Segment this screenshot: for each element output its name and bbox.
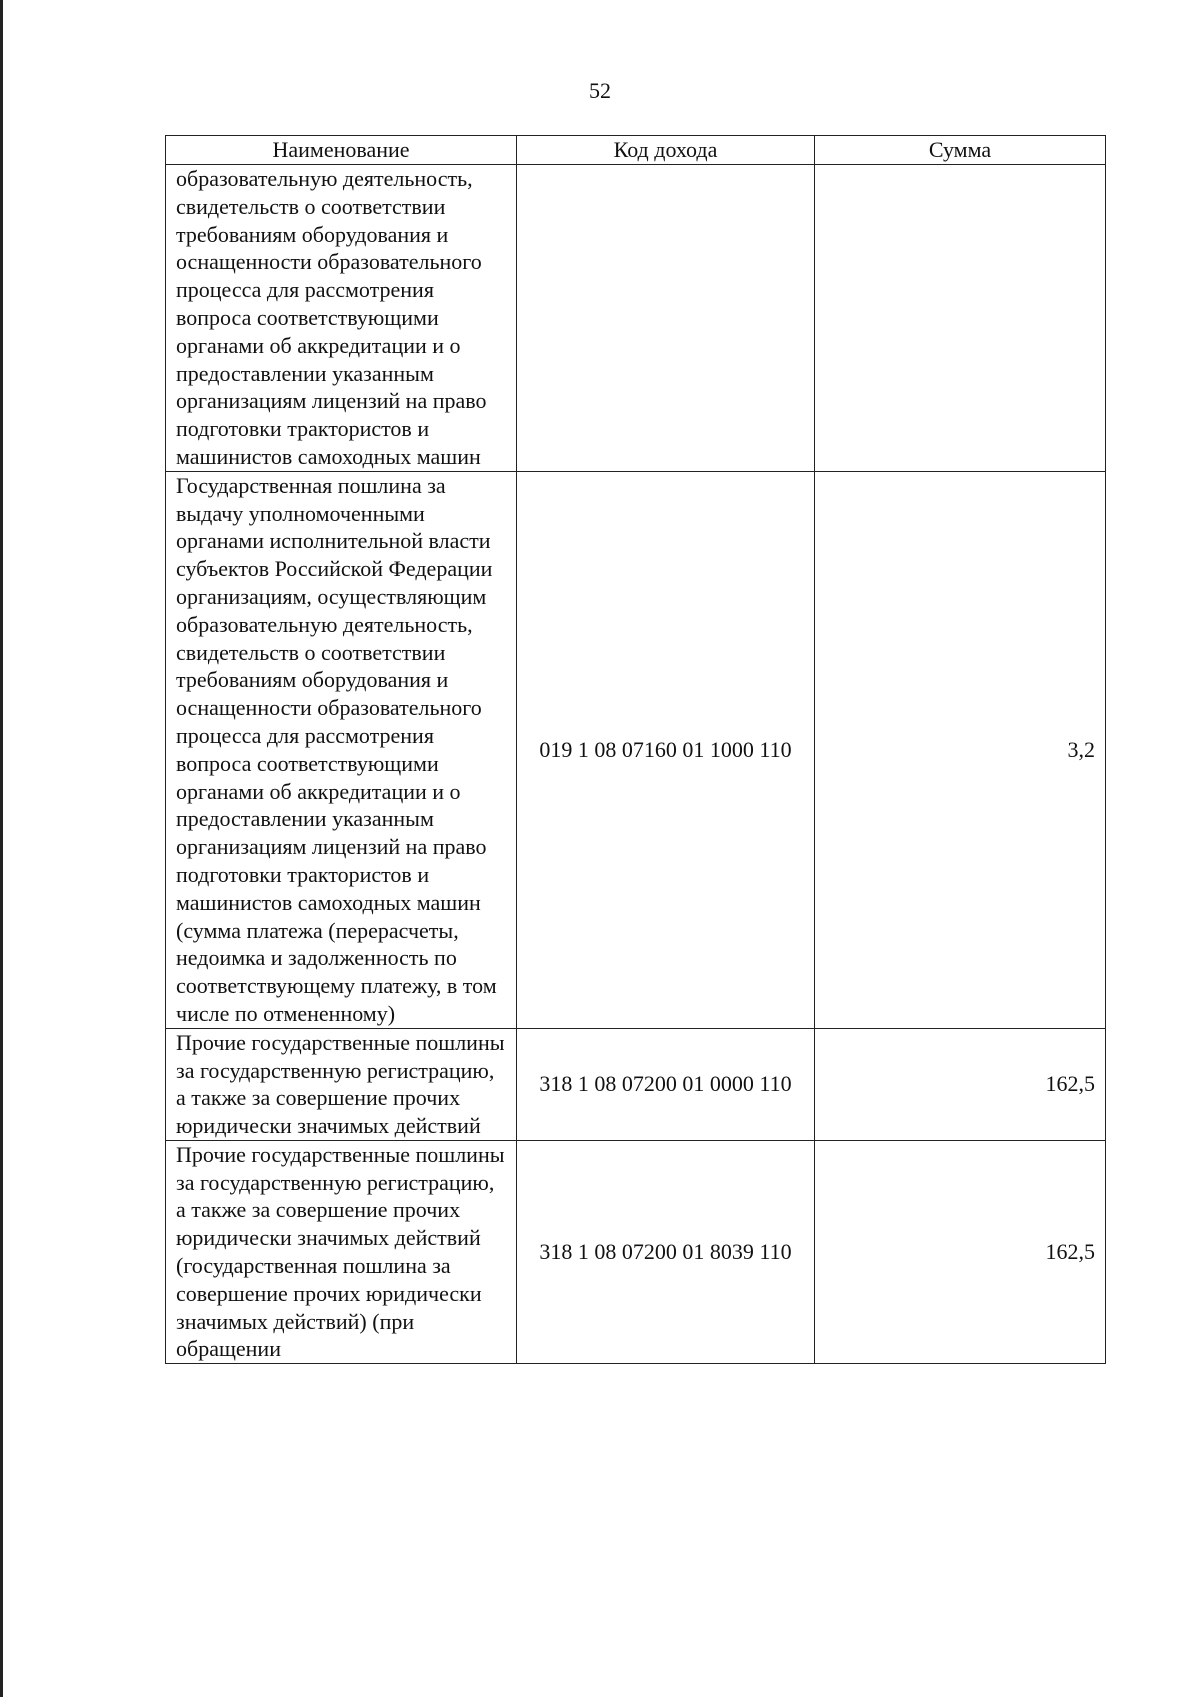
- row-name: Прочие государственные пошлины за государственную регистрацию, а также за совершение прочих юридически значимых действий (государственная пошлина за совершение прочих юридически значимых действий) (при обращении: [166, 1140, 517, 1363]
- row-code: [517, 165, 815, 472]
- scan-edge-line: [0, 0, 3, 1697]
- column-header-name: Наименование: [166, 136, 517, 165]
- table-row: [166, 471, 1106, 1028]
- row-code: 318 1 08 07200 01 0000 110: [517, 1028, 815, 1140]
- table-header-row: [166, 136, 1106, 165]
- row-name: образовательную деятельность, свидетельств о соответствии требованиям оборудования и оснащенности образовательного процесса для рассмотрения вопроса соответствующими органами об аккредитации и о предоставлении указанным организациям лицензий на право подготовки трактористов и машинистов самоходных машин: [166, 165, 517, 472]
- row-code: 019 1 08 07160 01 1000 110: [517, 471, 815, 1028]
- row-amount: 162,5: [815, 1028, 1106, 1140]
- column-header-code: Код дохода: [517, 136, 815, 165]
- row-amount: 162,5: [815, 1140, 1106, 1363]
- row-amount: 3,2: [815, 471, 1106, 1028]
- column-header-amount: Сумма: [815, 136, 1106, 165]
- page-number: 52: [589, 78, 611, 103]
- table-row: [166, 1140, 1106, 1363]
- row-name: Государственная пошлина за выдачу уполномоченными органами исполнительной власти субъектов Российской Федерации организациям, осуществляющим образовательную деятельность, свидетельств о соответствии требованиям оборудования и оснащенности образовательного процесса для рассмотрения вопроса соответствующими органами об аккредитации и о предоставлении указанным организациям лицензий на право подготовки трактористов и машинистов самоходных машин (сумма платежа (перерасчеты, недоимка и задолженность по соответствующему платежу, в том числе по отмененному): [166, 471, 517, 1028]
- table-row: [166, 165, 1106, 472]
- revenue-table: [165, 135, 1106, 1364]
- row-code: 318 1 08 07200 01 8039 110: [517, 1140, 815, 1363]
- table-row: [166, 1028, 1106, 1140]
- row-name: Прочие государственные пошлины за государственную регистрацию, а также за совершение прочих юридически значимых действий: [166, 1028, 517, 1140]
- row-amount: [815, 165, 1106, 472]
